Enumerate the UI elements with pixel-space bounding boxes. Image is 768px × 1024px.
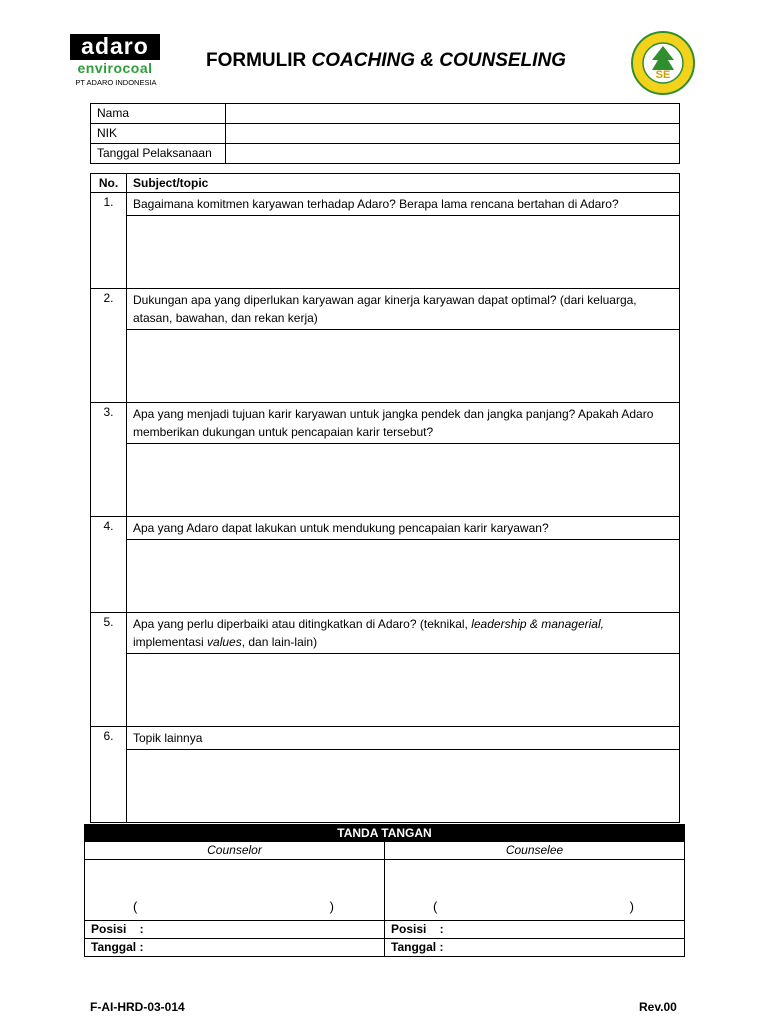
- question-number: 3.: [91, 403, 127, 517]
- question-row: [91, 289, 680, 330]
- tanggal-label: Tanggal :: [391, 940, 444, 954]
- question-number: 1.: [91, 193, 127, 289]
- question-text-part: implementasi: [133, 635, 208, 649]
- counselor-posisi-field[interactable]: [85, 921, 385, 939]
- answer-row: [91, 330, 680, 403]
- info-value-field[interactable]: [226, 144, 680, 164]
- title-plain: FORMULIR: [206, 50, 312, 71]
- questions-header-row: [91, 174, 680, 193]
- question-text-part: , dan lain-lain): [241, 635, 318, 649]
- posisi-label: Posisi :: [91, 922, 144, 936]
- seal-center-text: SE: [655, 69, 671, 81]
- question-row: [91, 613, 680, 654]
- counselor-signature-area[interactable]: [85, 860, 385, 921]
- question-text: [127, 727, 680, 750]
- question-text: [127, 289, 680, 330]
- answer-row: [91, 444, 680, 517]
- logo-company: PT ADARO INDONESIA: [75, 78, 157, 87]
- info-label: Tanggal Pelaksanaan: [91, 144, 226, 164]
- answer-field[interactable]: [127, 444, 680, 517]
- question-number: 5.: [91, 613, 127, 727]
- info-row: [91, 144, 680, 164]
- col-no-header: No.: [91, 174, 127, 193]
- info-value-field[interactable]: [226, 104, 680, 124]
- logo-wordmark: adaro: [70, 34, 160, 60]
- question-number: 2.: [91, 289, 127, 403]
- paren-open: (: [433, 899, 438, 914]
- tanggal-label: Tanggal :: [91, 940, 144, 954]
- answer-field[interactable]: [127, 216, 680, 289]
- question-row: [91, 193, 680, 216]
- paren-open: (: [133, 899, 138, 914]
- answer-row: [91, 540, 680, 613]
- question-text: [127, 193, 680, 216]
- answer-field[interactable]: [127, 330, 680, 403]
- question-row: [91, 727, 680, 750]
- answer-row: [91, 750, 680, 823]
- counselor-tanggal-field[interactable]: [85, 939, 385, 957]
- answer-field[interactable]: [127, 540, 680, 613]
- question-text-part: Apa yang menjadi tujuan karir karyawan untuk jangka pendek dan jangka panjang? Apakah Adaro memberikan dukungan untuk pencapaian karir tersebut?: [133, 407, 654, 439]
- counselor-label: Counselor: [85, 842, 385, 860]
- adaro-envirocoal-logo: [70, 34, 162, 90]
- signature-table: [84, 824, 685, 957]
- posisi-label: Posisi :: [391, 922, 444, 936]
- question-text: [127, 403, 680, 444]
- question-text-part: Apa yang Adaro dapat lakukan untuk mendukung pencapaian karir karyawan?: [133, 521, 549, 535]
- info-label: Nama: [91, 104, 226, 124]
- question-text-part: Apa yang perlu diperbaiki atau ditingkatkan di Adaro? (teknikal,: [133, 617, 472, 631]
- question-text-part: Dukungan apa yang diperlukan karyawan agar kinerja karyawan dapat optimal? (dari keluarga, atasan, bawahan, dan rekan kerja): [133, 293, 637, 325]
- answer-field[interactable]: [127, 750, 680, 823]
- question-row: [91, 517, 680, 540]
- question-text-part: Topik lainnya: [133, 731, 203, 745]
- se-seal-logo: [630, 30, 696, 96]
- question-number: 6.: [91, 727, 127, 823]
- title-italic: COACHING & COUNSELING: [311, 50, 566, 71]
- question-row: [91, 403, 680, 444]
- info-row: [91, 104, 680, 124]
- info-label: NIK: [91, 124, 226, 144]
- info-row: [91, 124, 680, 144]
- col-subject-header: Subject/topic: [127, 174, 680, 193]
- paren-close: ): [329, 899, 334, 914]
- question-text: [127, 613, 680, 654]
- info-value-field[interactable]: [226, 124, 680, 144]
- questions-table: [90, 173, 680, 823]
- paren-close: ): [629, 899, 634, 914]
- signature-header: TANDA TANGAN: [85, 825, 685, 842]
- info-table: [90, 103, 680, 164]
- question-text-part: values: [207, 635, 242, 649]
- form-code: F-AI-HRD-03-014: [90, 1000, 185, 1014]
- question-text-part: Bagaimana komitmen karyawan terhadap Adaro? Berapa lama rencana bertahan di Adaro?: [133, 197, 619, 211]
- answer-field[interactable]: [127, 654, 680, 727]
- answer-row: [91, 216, 680, 289]
- counselee-label: Counselee: [385, 842, 685, 860]
- question-text: [127, 517, 680, 540]
- counselee-tanggal-field[interactable]: [385, 939, 685, 957]
- answer-row: [91, 654, 680, 727]
- counselee-posisi-field[interactable]: [385, 921, 685, 939]
- question-number: 4.: [91, 517, 127, 613]
- page-title: [206, 50, 566, 72]
- revision: Rev.00: [639, 1000, 677, 1014]
- logo-subword: envirocoal: [77, 60, 153, 76]
- question-text-part: leadership & managerial,: [471, 617, 604, 631]
- counselee-signature-area[interactable]: [385, 860, 685, 921]
